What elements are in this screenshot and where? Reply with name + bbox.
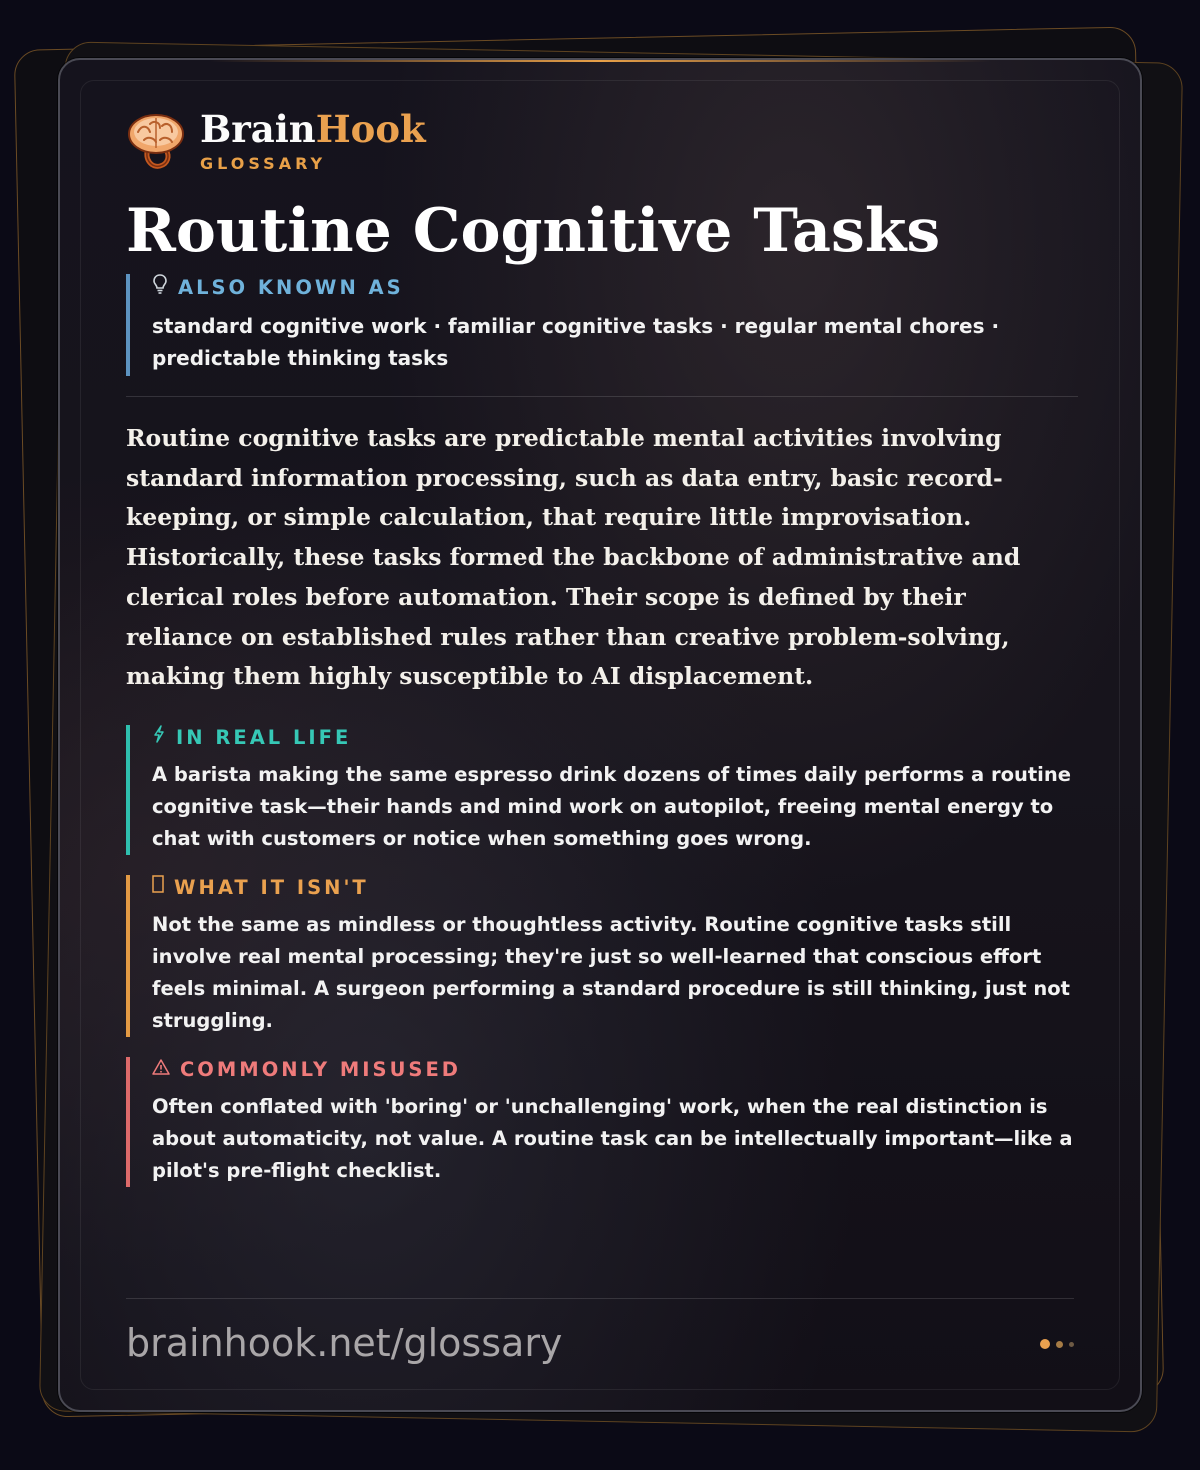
commonly-misused-text: Often conflated with 'boring' or 'unchallenging' work, when the real distinction is about automaticity, not value. A routine task can be intellectually important—like a pilot's pre-flight checklist. [152,1094,1073,1182]
card-footer [126,1298,1074,1394]
card-content [126,104,1078,1187]
commonly-misused-heading [152,1057,1078,1083]
definition-text: Routine cognitive tasks are predictable mental activities involving standard information processing, such as data entry, basic record-keeping, or simple calculation, that require little improvisation. Historically, these tasks formed the backbone of administrative and clerical roles before automation. Their scope is defined by their reliance on established rules rather than creative problem-solving, making them highly susceptible to AI displacement. [126,424,1021,691]
also-known-as-heading [152,274,1078,302]
brand-name-part1: Brain [200,106,316,151]
section-divider [126,396,1078,397]
what-it-isnt-heading [152,875,1078,901]
brand-subtitle: GLOSSARY [200,153,327,173]
also-known-as-callout [126,274,1078,376]
warning-icon [152,1057,170,1083]
in-real-life-text: A barista making the same espresso drink dozens of times daily performs a routine cognitive task—their hands and mind work on autopilot, freeing mental energy to chat with customers or notice when something goes wrong. [152,762,1071,850]
brand-name [200,108,426,150]
commonly-misused-callout [126,1057,1078,1187]
glossary-card [58,58,1142,1412]
also-known-as-label: ALSO KNOWN AS [178,276,404,299]
brand-header [126,104,1078,176]
brand-name-part2: Hook [315,106,426,151]
also-known-as-text: standard cognitive work · familiar cognitive tasks · regular mental chores · predictable thinking tasks [152,314,1000,370]
what-it-isnt-label: WHAT IT ISN'T [174,875,369,899]
in-real-life-callout [126,725,1078,855]
what-it-isnt-text: Not the same as mindless or thoughtless activity. Routine cognitive tasks still involve real mental processing; they're just so well-learned that conscious effort feels minimal. A surgeon performing a standard procedure is still thinking, just not struggling. [152,912,1070,1032]
pagination-dot-active [1040,1339,1050,1349]
commonly-misused-label: COMMONLY MISUSED [180,1057,461,1081]
missing-glyph-icon [152,875,164,901]
term-title: Routine Cognitive Tasks [126,196,941,266]
brain-hook-logo-icon [126,110,186,170]
lightbulb-icon [152,274,168,302]
lightning-icon [152,725,166,751]
what-it-isnt-callout [126,875,1078,1037]
pagination-dot [1056,1341,1063,1348]
footer-url-link[interactable]: brainhook.net/glossary [126,1321,563,1365]
in-real-life-heading [152,725,1078,751]
pagination-dots [1040,1339,1074,1349]
in-real-life-label: IN REAL LIFE [176,725,352,749]
pagination-dot [1069,1342,1074,1347]
